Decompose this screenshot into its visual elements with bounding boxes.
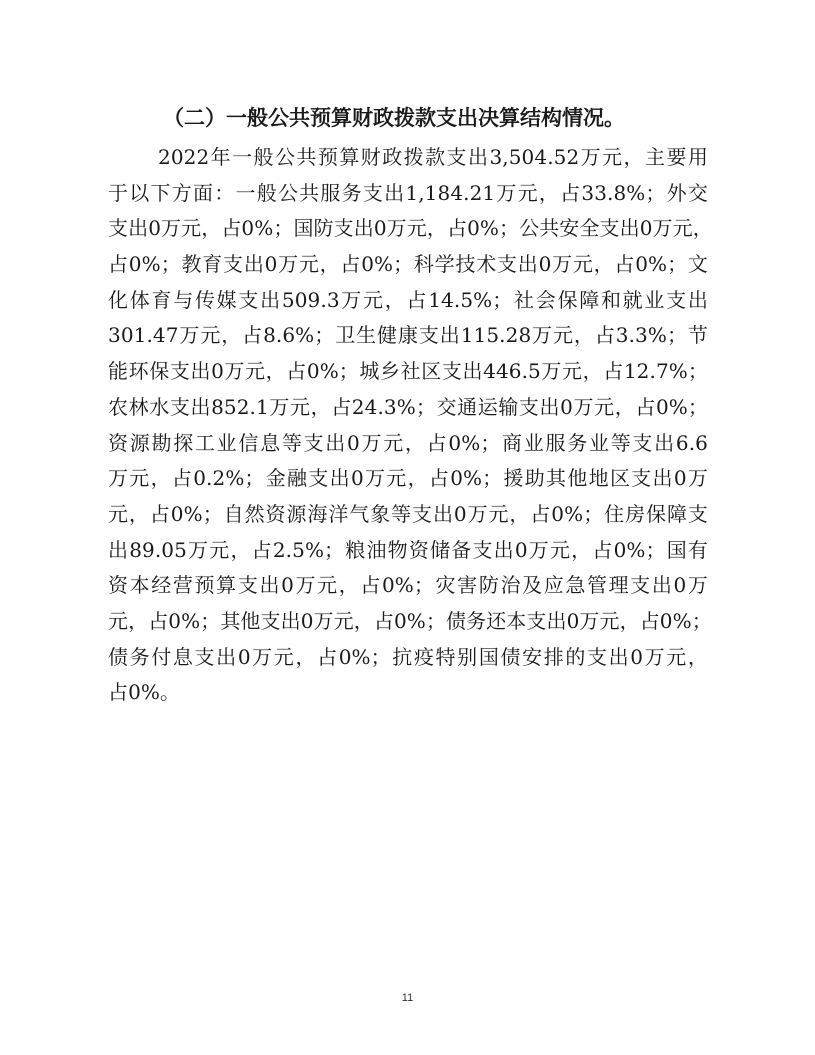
- paragraph-line: 资源勘探工业信息等支出0万元，占0%；商业服务业等支出6.6: [108, 430, 708, 455]
- paragraph-line: 元，占0%；其他支出0万元，占0%；债务还本支出0万元，占0%；: [108, 608, 712, 633]
- section-heading: （二）一般公共预算财政拨款支出决算结构情况。: [163, 106, 625, 130]
- paragraph-line: 占0%。: [108, 680, 181, 705]
- paragraph-line: 301.47万元，占8.6%；卫生健康支出115.28万元，占3.3%；节: [108, 323, 708, 348]
- paragraph-line: 出89.05万元，占2.5%；粮油物资储备支出0万元，占0%；国有: [108, 537, 708, 562]
- paragraph-line: 元，占0%；自然资源海洋气象等支出0万元，占0%；住房保障支: [108, 501, 708, 526]
- paragraph-line: 资本经营预算支出0万元，占0%；灾害防治及应急管理支出0万: [108, 573, 708, 598]
- paragraph-line: 2022年一般公共预算财政拨款支出3,504.52万元，主要用: [158, 145, 708, 169]
- page-number: 11: [401, 992, 414, 1004]
- paragraph-line: 能环保支出0万元，占0%；城乡社区支出446.5万元，占12.7%；: [108, 359, 708, 384]
- paragraph-line: 支出0万元，占0%；国防支出0万元，占0%；公共安全支出0万元，: [108, 216, 713, 241]
- paragraph-line: 万元，占0.2%；金融支出0万元，占0%；援助其他地区支出0万: [108, 466, 708, 491]
- paragraph-line: 占0%；教育支出0万元，占0%；科学技术支出0万元，占0%；文: [108, 252, 708, 277]
- paragraph-line: 于以下方面：一般公共服务支出1,184.21万元，占33.8%；外交: [108, 180, 708, 205]
- body-paragraph: [108, 140, 713, 711]
- paragraph-line: 债务付息支出0万元，占0%；抗疫特别国债安排的支出0万元，: [108, 644, 708, 669]
- paragraph-line: 农林水支出852.1万元，占24.3%；交通运输支出0万元，占0%；: [108, 394, 708, 419]
- paragraph-line: 化体育与传媒支出509.3万元，占14.5%；社会保障和就业支出: [108, 287, 708, 312]
